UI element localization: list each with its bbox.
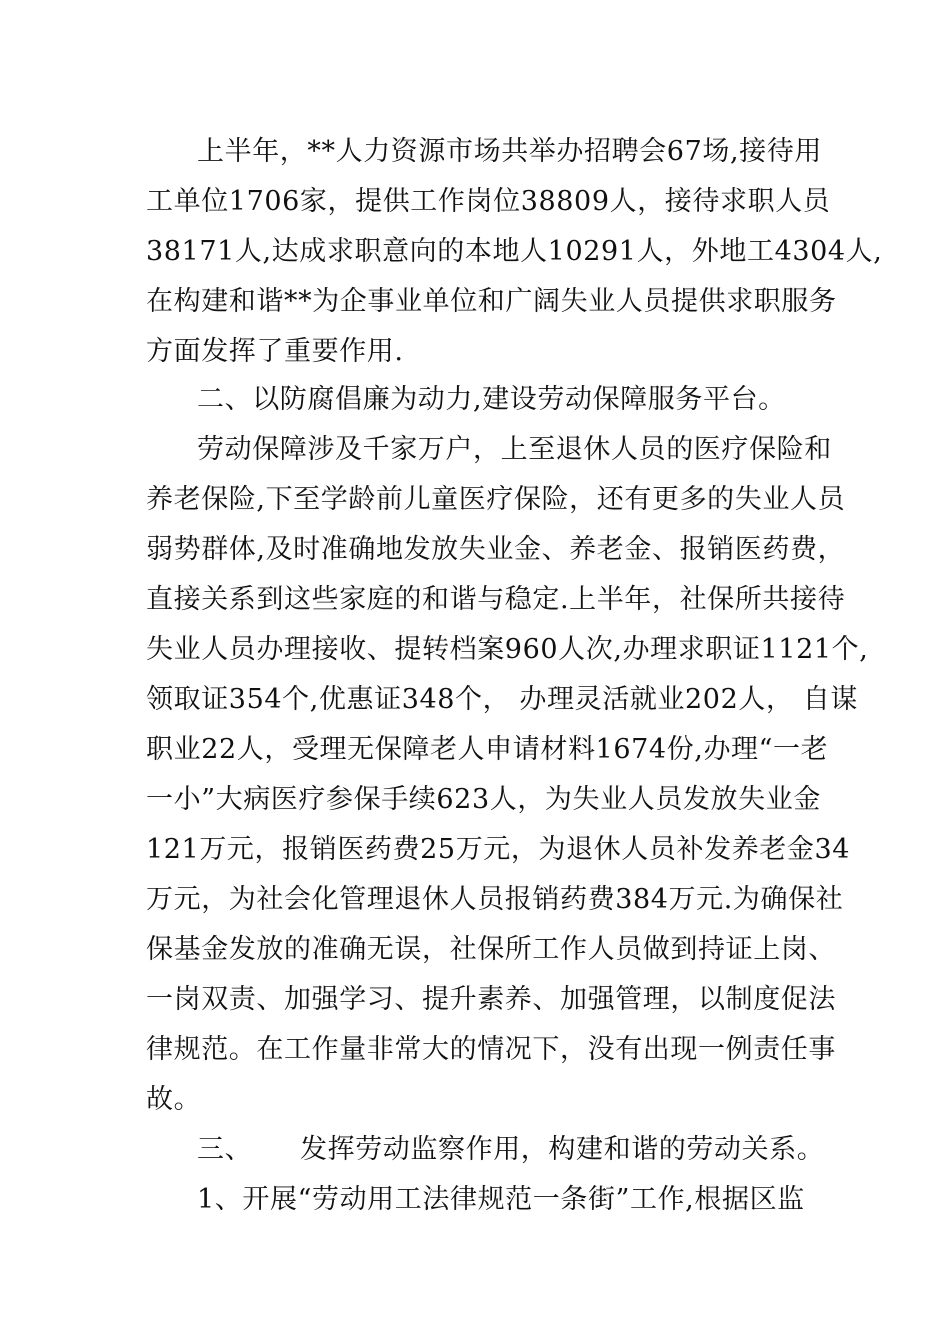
text-line: 方面发挥了重要作用. [146, 336, 404, 367]
text-line: 一岗双责、加强学习、提升素养、加强管理，以制度促法 [146, 984, 836, 1015]
text-line: 38171人,达成求职意向的本地人10291人，外地工4304人, [146, 236, 883, 267]
section-heading: 二、以防腐倡廉为动力,建设劳动保障服务平台。 [197, 384, 786, 415]
text-line: 弱势群体,及时准确地发放失业金、养老金、报销医药费， [146, 534, 846, 565]
text-line: 万元，为社会化管理退休人员报销药费384万元.为确保社 [146, 884, 844, 915]
text-line: 劳动保障涉及千家万户，上至退休人员的医疗保险和 [197, 434, 832, 465]
text-line: 职业22人，受理无保障老人申请材料1674份,办理“一老 [146, 734, 829, 765]
text-line: 上半年，**人力资源市场共举办招聘会67场,接待用 [197, 136, 822, 167]
text-line: 一小”大病医疗参保手续623人，为失业人员发放失业金 [146, 784, 821, 815]
text-line: 在构建和谐**为企事业单位和广阔失业人员提供求职服务 [146, 286, 837, 317]
text-line: 律规范。在工作量非常大的情况下，没有出现一例责任事 [146, 1034, 836, 1065]
text-line: 121万元，报销医药费25万元，为退休人员补发养老金34 [146, 834, 851, 865]
text-line: 领取证354个,优惠证348个， 办理灵活就业202人， 自谋 [146, 684, 858, 715]
section-heading: 发挥劳动监察作用，构建和谐的劳动关系。 [300, 1134, 825, 1165]
text-line: 直接关系到这些家庭的和谐与稳定.上半年，社保所共接待 [146, 584, 846, 615]
text-line: 失业人员办理接收、提转档案960人次,办理求职证1121个, [146, 634, 869, 665]
section-number: 三、 [197, 1134, 253, 1165]
text-line: 1、开展“劳动用工法律规范一条街”工作,根据区监 [197, 1184, 805, 1215]
text-line: 养老保险,下至学龄前儿童医疗保险，还有更多的失业人员 [146, 484, 846, 515]
text-line: 保基金发放的准确无误，社保所工作人员做到持证上岗、 [146, 934, 836, 965]
text-line: 工单位1706家，提供工作岗位38809人，接待求职人员 [146, 186, 831, 217]
text-line: 故。 [146, 1084, 202, 1115]
